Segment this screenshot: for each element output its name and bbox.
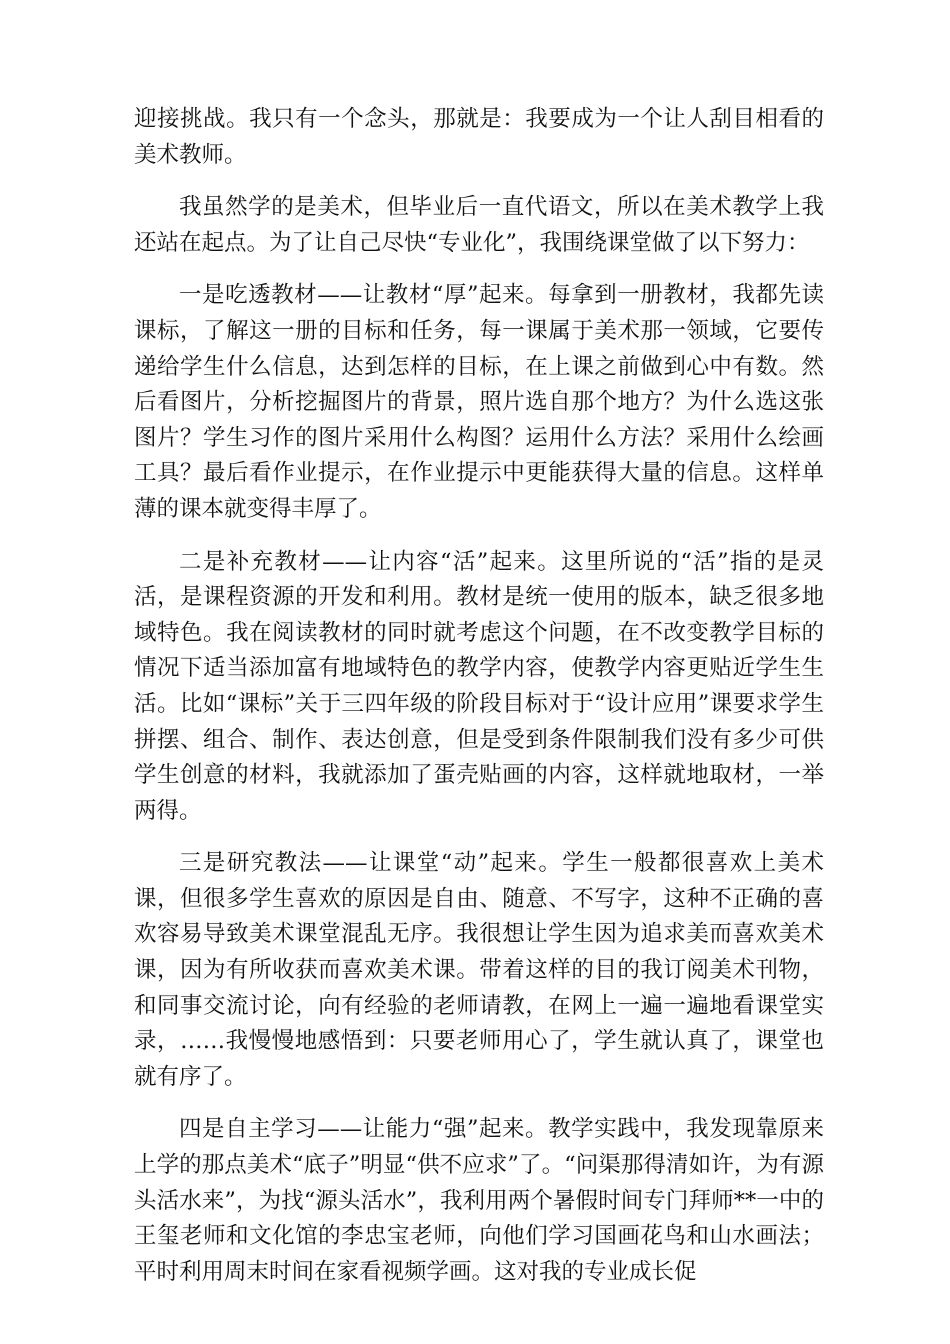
paragraph-4: 二是补充教材——让内容“活”起来。这里所说的“活”指的是灵活，是课程资源的开发和利用。教材是统一使用的版本，缺乏很多地域特色。我在阅读教材的同时就考虑这个问题，在不改变教学目标的情况下适当添加富有地域特色的教学内容，使教学内容更贴近学生生活。比如“课标”关于三四年级的阶段目标对于“设计应用”课要求学生拼摆、组合、制作、表达创意，但是受到条件限制我们没有多少可供学生创意的材料，我就添加了蛋壳贴画的内容，这样就地取材，一举两得。 [134, 548, 824, 824]
paragraph-1: 迎接挑战。我只有一个念头，那就是：我要成为一个让人刮目相看的美术教师。 [134, 106, 824, 168]
document-body [134, 102, 824, 1307]
paragraph-5: 三是研究教法——让课堂“动”起来。学生一般都很喜欢上美术课，但很多学生喜欢的原因是自由、随意、不写字，这种不正确的喜欢容易导致美术课堂混乱无序。我很想让学生因为追求美而喜欢美术课，因为有所收获而喜欢美术课。带着这样的目的我订阅美术刊物，和同事交流讨论，向有经验的老师请教，在网上一遍一遍地看课堂实录，……我慢慢地感悟到：只要老师用心了，学生就认真了，课堂也就有序了。 [134, 850, 824, 1090]
paragraph-3: 一是吃透教材——让教材“厚”起来。每拿到一册教材，我都先读课标，了解这一册的目标和任务，每一课属于美术那一领域，它要传递给学生什么信息，达到怎样的目标，在上课之前做到心中有数。然后看图片，分析挖掘图片的背景，照片选自那个地方？为什么选这张图片？学生习作的图片采用什么构图？运用什么方法？采用什么绘画工具？最后看作业提示，在作业提示中更能获得大量的信息。这样单薄的课本就变得丰厚了。 [134, 282, 824, 522]
paragraph-2: 我虽然学的是美术，但毕业后一直代语文，所以在美术教学上我还站在起点。为了让自己尽快“专业化”，我围绕课堂做了以下努力： [134, 194, 824, 256]
paragraph-6: 四是自主学习——让能力“强”起来。教学实践中，我发现靠原来上学的那点美术“底子”明显“供不应求”了。“问渠那得清如许，为有源头活水来”，为找“源头活水”，我利用两个暑假时间专门拜师**一中的王玺老师和文化馆的李忠宝老师，向他们学习国画花鸟和山水画法；平时利用周末时间在家看视频学画。这对我的专业成长促 [134, 1116, 824, 1285]
